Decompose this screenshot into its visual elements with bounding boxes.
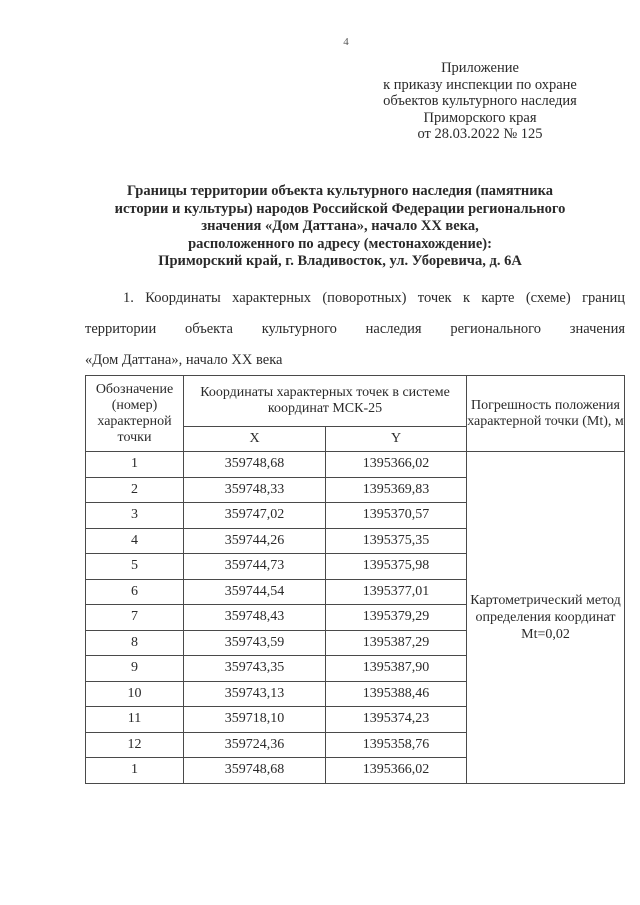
intro-line: территории объекта культурного наследия регионального значения [85,321,625,337]
coord-y: 1395375,35 [326,528,467,554]
title-line: Границы территории объекта культурного наследия (памятника [126,183,553,199]
coord-x: 359724,36 [184,732,326,758]
coord-x: 359748,33 [184,477,326,503]
coord-x: 359748,68 [184,452,326,478]
appendix-line: объектов культурного наследия [383,93,577,109]
coord-x: 359743,13 [184,681,326,707]
title-line: значения «Дом Даттана», начало XX века, [201,218,479,234]
coord-y: 1395370,57 [326,503,467,529]
intro-paragraph [85,283,625,376]
intro-line: «Дом Даттана», начало XX века [85,352,283,368]
coord-y: 1395358,76 [326,732,467,758]
point-number: 2 [86,477,184,503]
header-coordinates: Координаты характерных точек в системе координат МСК-25 [184,376,467,427]
point-number: 7 [86,605,184,631]
coord-y: 1395377,01 [326,579,467,605]
coord-x: 359743,35 [184,656,326,682]
point-number: 10 [86,681,184,707]
coord-x: 359744,73 [184,554,326,580]
coord-x: 359718,10 [184,707,326,733]
coord-y: 1395387,90 [326,656,467,682]
point-number: 6 [86,579,184,605]
point-number: 1 [86,758,184,784]
coord-y: 1395366,02 [326,452,467,478]
appendix-line: Приложение [441,60,519,76]
coord-x: 359743,59 [184,630,326,656]
coord-y: 1395379,29 [326,605,467,631]
header-x: X [184,427,326,452]
coord-y: 1395366,02 [326,758,467,784]
coord-y: 1395388,46 [326,681,467,707]
point-number: 4 [86,528,184,554]
header-error: Погрешность положения характерной точки (Mt), м [467,376,625,452]
appendix-line: к приказу инспекции по охране [383,76,577,93]
point-number: 1 [86,452,184,478]
coord-x: 359747,02 [184,503,326,529]
point-number: 8 [86,630,184,656]
point-number: 3 [86,503,184,529]
title-line: истории и культуры) народов Российской Федерации регионального [114,200,566,217]
coord-x: 359744,54 [184,579,326,605]
coord-y: 1395387,29 [326,630,467,656]
point-number: 5 [86,554,184,580]
page-number: 4 [343,36,349,48]
point-number: 11 [86,707,184,733]
coordinates-table [85,375,625,784]
point-number: 12 [86,732,184,758]
coord-y: 1395369,83 [326,477,467,503]
header-y: Y [326,427,467,452]
coord-x: 359748,43 [184,605,326,631]
coord-x: 359744,26 [184,528,326,554]
appendix-block [340,60,620,143]
coord-x: 359748,68 [184,758,326,784]
title-line: Приморский край, г. Владивосток, ул. Уборевича, д. 6А [158,253,522,269]
coord-y: 1395375,98 [326,554,467,580]
point-number: 9 [86,656,184,682]
error-method: Картометрический метод определения координат Mt=0,02 [467,452,625,784]
appendix-line: от 28.03.2022 № 125 [417,126,543,142]
intro-line: 1. Координаты характерных (поворотных) точек к карте (схеме) границ [123,290,625,306]
title-line: расположенного по адресу (местонахождение): [188,235,492,252]
header-point-number: Обозначение (номер) характерной точки [86,376,184,452]
coord-y: 1395374,23 [326,707,467,733]
appendix-line: Приморского края [423,109,537,126]
table-row [86,452,625,478]
document-title [70,183,610,271]
